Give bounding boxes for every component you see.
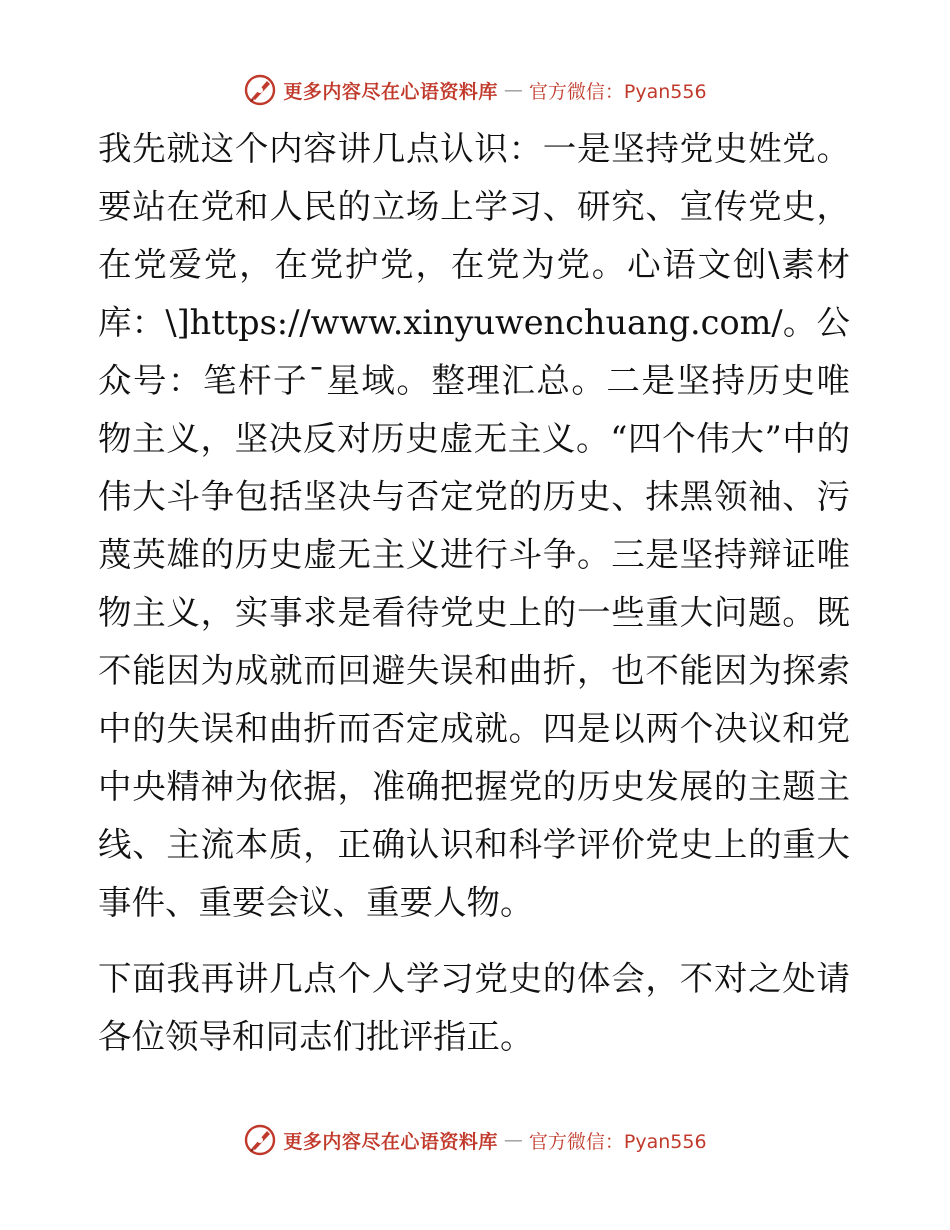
quill-pen-logo-icon [243, 1123, 277, 1157]
header-wechat-text: 官方微信：Pyan556 [528, 80, 707, 103]
footer-banner [0, 1120, 950, 1160]
footer-separator: — [503, 1129, 523, 1151]
header-banner [0, 70, 950, 110]
quill-pen-logo-icon [243, 73, 277, 107]
document-body [98, 120, 850, 1066]
paragraph-1: 我先就这个内容讲几点认识：一是坚持党史姓党。要站在党和人民的立场上学习、研究、宣传党史，在党爱党，在党护党，在党为党。心语文创\素材库：\]https://www.xinyuwenchuang.com/。公众号：笔杆子¯星域。整理汇总。二是坚持历史唯物主义，坚决反对历史虚无主义。“四个伟大”中的伟大斗争包括坚决与否定党的历史、抹黑领袖、污蔑英雄的历史虚无主义进行斗争。三是坚持辩证唯物主义，实事求是看待党史上的一些重大问题。既不能因为成就而回避失误和曲折，也不能因为探索中的失误和曲折而否定成就。四是以两个决议和党中央精神为依据，准确把握党的历史发展的主题主线、主流本质，正确认识和科学评价党史上的重大事件、重要会议、重要人物。 [98, 129, 850, 922]
header-site-text: 更多内容尽在心语资料库 [283, 80, 498, 103]
footer-site-text: 更多内容尽在心语资料库 [283, 1130, 498, 1153]
footer-wechat-text: 官方微信：Pyan556 [528, 1130, 707, 1153]
paragraph-2: 下面我再讲几点个人学习党史的体会，不对之处请各位领导和同志们批评指正。 [98, 959, 850, 1056]
header-separator: — [503, 79, 523, 101]
